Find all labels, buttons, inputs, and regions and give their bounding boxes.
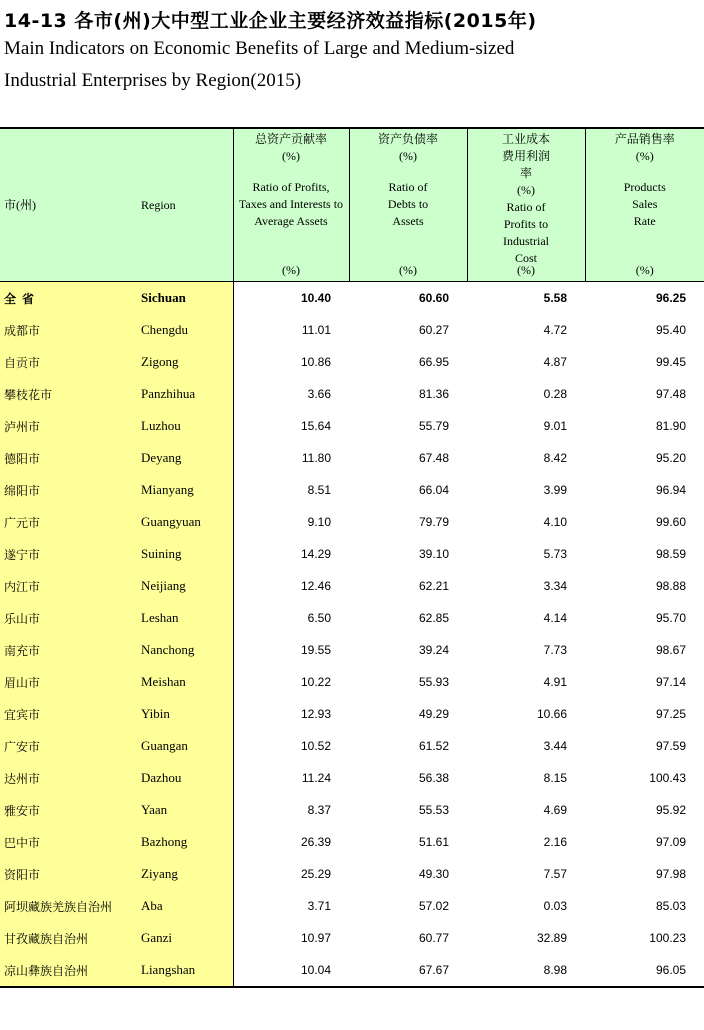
- ratio-profits-cost-cell: 9.01: [543, 419, 567, 433]
- region-en-cell: Leshan: [137, 602, 233, 634]
- ratio-profits-cost-cell: 10.66: [536, 707, 567, 721]
- header-ind4-unit2: (%): [635, 263, 654, 277]
- ratio-profits-cost-cell: 32.89: [536, 931, 567, 945]
- region-cn-cell: 达州市: [0, 762, 137, 794]
- ratio-profits-cost-cell: 8.15: [543, 771, 567, 785]
- region-cn-cell: 阿坝藏族羌族自治州: [0, 890, 137, 922]
- region-cn-cell: 眉山市: [0, 666, 137, 698]
- ratio-profits-cost-cell: 2.16: [543, 835, 567, 849]
- ratio-profits-cost-cell: 4.87: [543, 355, 567, 369]
- ratio-debts-assets-cell: 49.30: [418, 867, 449, 881]
- region-cn-cell: 宜宾市: [0, 698, 137, 730]
- header-ind2-en: Ratio of Debts to Assets: [387, 180, 429, 228]
- region-en-cell: Neijiang: [137, 570, 233, 602]
- region-cn-cell: 内江市: [0, 570, 137, 602]
- ratio-profits-cost-cell: 3.44: [543, 739, 567, 753]
- ratio-debts-assets-cell: 56.38: [418, 771, 449, 785]
- header-ind2-cn: 资产负债率: [377, 132, 438, 146]
- table-row: [0, 538, 704, 570]
- table-row: [0, 954, 704, 987]
- ratio-profits-taxes-cell: 11.80: [301, 451, 331, 465]
- region-cn-cell: 绵阳市: [0, 474, 137, 506]
- table-row: [0, 666, 704, 698]
- ratio-debts-assets-cell: 62.85: [418, 611, 449, 625]
- ratio-profits-taxes-cell: 10.97: [300, 931, 331, 945]
- ratio-profits-cost-cell: 4.10: [543, 515, 567, 529]
- ratio-profits-taxes-cell: 11.24: [301, 771, 331, 785]
- table-title-english-line2: Industrial Enterprises by Region(2015): [4, 70, 302, 91]
- table-row: [0, 410, 704, 442]
- products-sales-rate-cell: 95.70: [655, 611, 686, 625]
- table-row: [0, 570, 704, 602]
- ratio-profits-taxes-cell: 14.29: [300, 547, 331, 561]
- header-products-sales-rate: [585, 128, 704, 282]
- ratio-profits-cost-cell: 4.14: [543, 611, 567, 625]
- products-sales-rate-cell: 100.43: [649, 771, 686, 785]
- region-cn-cell: 南充市: [0, 634, 137, 666]
- region-en-cell: Yaan: [137, 794, 233, 826]
- region-cn-cell: 自贡市: [0, 346, 137, 378]
- table-row: [0, 922, 704, 954]
- table-row: [0, 602, 704, 634]
- region-en-cell: Nanchong: [137, 634, 233, 666]
- ratio-profits-taxes-cell: 6.50: [307, 611, 331, 625]
- ratio-profits-taxes-cell: 10.40: [300, 291, 331, 305]
- indicators-table: [0, 127, 704, 988]
- table-row: [0, 890, 704, 922]
- ratio-debts-assets-cell: 60.77: [418, 931, 449, 945]
- region-cn-cell: 资阳市: [0, 858, 137, 890]
- region-en-cell: Dazhou: [137, 762, 233, 794]
- ratio-debts-assets-cell: 55.53: [418, 803, 449, 817]
- products-sales-rate-cell: 96.05: [585, 954, 704, 987]
- ratio-profits-taxes-cell: 15.64: [300, 419, 331, 433]
- region-cn-cell: 广元市: [0, 506, 137, 538]
- region-cn-cell: 巴中市: [0, 826, 137, 858]
- ratio-profits-cost-cell: 8.98: [467, 954, 585, 987]
- ratio-debts-assets-cell: 61.52: [418, 739, 449, 753]
- table-row: [0, 730, 704, 762]
- ratio-debts-assets-cell: 60.60: [418, 291, 449, 305]
- products-sales-rate-cell: 81.90: [655, 419, 686, 433]
- ratio-profits-taxes-cell: 9.10: [307, 515, 331, 529]
- ratio-debts-assets-cell: 49.29: [418, 707, 449, 721]
- table-row: [0, 634, 704, 666]
- ratio-profits-taxes-cell: 3.71: [307, 899, 331, 913]
- ratio-profits-cost-cell: 0.03: [543, 899, 567, 913]
- region-en-cell: Chengdu: [137, 314, 233, 346]
- products-sales-rate-cell: 95.20: [655, 451, 686, 465]
- table-row: [0, 314, 704, 346]
- ratio-debts-assets-cell: 51.61: [418, 835, 449, 849]
- header-ind3-unit: (%): [517, 183, 535, 197]
- ratio-debts-assets-cell: 66.95: [418, 355, 449, 369]
- products-sales-rate-cell: 97.14: [655, 675, 686, 689]
- region-en-cell: Meishan: [137, 666, 233, 698]
- region-en-cell: Mianyang: [137, 474, 233, 506]
- region-en-cell: Luzhou: [137, 410, 233, 442]
- ratio-debts-assets-cell: 55.93: [418, 675, 449, 689]
- ratio-profits-taxes-cell: 10.04: [233, 954, 349, 987]
- ratio-profits-cost-cell: 3.99: [543, 483, 567, 497]
- ratio-profits-cost-cell: 5.73: [543, 547, 567, 561]
- ratio-profits-cost-cell: 7.57: [543, 867, 567, 881]
- header-ind1-unit2: (%): [282, 263, 300, 277]
- products-sales-rate-cell: 97.48: [655, 387, 686, 401]
- ratio-profits-taxes-cell: 10.52: [300, 739, 331, 753]
- products-sales-rate-cell: 97.98: [655, 867, 686, 881]
- header-ind2-unit2: (%): [399, 263, 417, 277]
- ratio-profits-taxes-cell: 12.93: [300, 707, 331, 721]
- ratio-debts-assets-cell: 57.02: [418, 899, 449, 913]
- products-sales-rate-cell: 98.67: [655, 643, 686, 657]
- ratio-profits-cost-cell: 3.34: [543, 579, 567, 593]
- ratio-debts-assets-cell: 79.79: [418, 515, 449, 529]
- region-cn-cell: 成都市: [0, 314, 137, 346]
- ratio-profits-taxes-cell: 8.37: [307, 803, 331, 817]
- products-sales-rate-cell: 98.59: [655, 547, 686, 561]
- header-ind3-en: Ratio of Profits to Industrial Cost: [503, 200, 549, 265]
- region-en-cell: Aba: [137, 890, 233, 922]
- ratio-profits-cost-cell: 7.73: [543, 643, 567, 657]
- region-cn-cell: 乐山市: [0, 602, 137, 634]
- products-sales-rate-cell: 100.23: [649, 931, 686, 945]
- products-sales-rate-cell: 95.40: [655, 323, 686, 337]
- region-en-cell: Zigong: [137, 346, 233, 378]
- ratio-profits-cost-cell: 4.91: [543, 675, 567, 689]
- ratio-debts-assets-cell: 67.67: [349, 954, 467, 987]
- region-en-cell: Guangyuan: [137, 506, 233, 538]
- region-cn-cell: 全省: [0, 282, 137, 315]
- region-en-cell: Ganzi: [137, 922, 233, 954]
- ratio-profits-taxes-cell: 10.86: [300, 355, 331, 369]
- region-en-cell: Liangshan: [137, 954, 233, 987]
- table-row: [0, 442, 704, 474]
- header-ratio-profits-cost: [467, 128, 585, 282]
- ratio-debts-assets-cell: 67.48: [418, 451, 449, 465]
- region-cn-cell: 德阳市: [0, 442, 137, 474]
- header-region-en: Region: [137, 128, 233, 282]
- ratio-profits-cost-cell: 0.28: [543, 387, 567, 401]
- products-sales-rate-cell: 99.45: [655, 355, 686, 369]
- region-cn-cell: 雅安市: [0, 794, 137, 826]
- ratio-debts-assets-cell: 60.27: [418, 323, 449, 337]
- table-row: [0, 794, 704, 826]
- region-en-cell: Ziyang: [137, 858, 233, 890]
- table-row: [0, 762, 704, 794]
- ratio-profits-taxes-cell: 8.51: [307, 483, 331, 497]
- ratio-profits-taxes-cell: 19.55: [300, 643, 331, 657]
- header-ind1-cn: 总资产贡献率: [254, 132, 327, 146]
- products-sales-rate-cell: 97.25: [655, 707, 686, 721]
- header-region-cn: 市(州): [0, 128, 137, 282]
- table-title-english-line1: Main Indicators on Economic Benefits of Large and Medium-sized: [4, 38, 515, 59]
- products-sales-rate-cell: 97.09: [655, 835, 686, 849]
- products-sales-rate-cell: 99.60: [655, 515, 686, 529]
- products-sales-rate-cell: 96.94: [655, 483, 686, 497]
- header-ratio-profits-taxes: [233, 128, 349, 282]
- header-row: [0, 128, 704, 282]
- products-sales-rate-cell: 95.92: [655, 803, 686, 817]
- header-ind1-en: Ratio of Profits, Taxes and Interests to Average Assets: [238, 180, 344, 228]
- region-en-cell: Suining: [137, 538, 233, 570]
- region-cn-cell: 广安市: [0, 730, 137, 762]
- table-row: [0, 698, 704, 730]
- region-cn-cell: 甘孜藏族自治州: [0, 922, 137, 954]
- region-en-cell: Yibin: [137, 698, 233, 730]
- ratio-debts-assets-cell: 39.10: [418, 547, 449, 561]
- table-row: [0, 826, 704, 858]
- ratio-profits-taxes-cell: 25.29: [300, 867, 331, 881]
- ratio-profits-taxes-cell: 3.66: [307, 387, 331, 401]
- region-cn-cell: 攀枝花市: [0, 378, 137, 410]
- products-sales-rate-cell: 85.03: [655, 899, 686, 913]
- products-sales-rate-cell: 96.25: [655, 291, 686, 305]
- region-en-cell: Bazhong: [137, 826, 233, 858]
- ratio-profits-taxes-cell: 10.22: [300, 675, 331, 689]
- header-ind1-unit: (%): [282, 149, 300, 163]
- table-row: [0, 858, 704, 890]
- ratio-profits-cost-cell: 8.42: [543, 451, 567, 465]
- ratio-debts-assets-cell: 39.24: [418, 643, 449, 657]
- region-en-cell: Guangan: [137, 730, 233, 762]
- region-cn-cell: 遂宁市: [0, 538, 137, 570]
- region-cn-cell: 凉山彝族自治州: [0, 954, 137, 987]
- region-en-cell: Panzhihua: [137, 378, 233, 410]
- region-en-cell: Sichuan: [137, 282, 233, 315]
- ratio-debts-assets-cell: 55.79: [418, 419, 449, 433]
- header-ind2-unit: (%): [399, 149, 417, 163]
- ratio-profits-taxes-cell: 12.46: [300, 579, 331, 593]
- ratio-profits-taxes-cell: 26.39: [300, 835, 331, 849]
- ratio-profits-cost-cell: 5.58: [543, 291, 567, 305]
- region-cn-cell: 泸州市: [0, 410, 137, 442]
- table-row: [0, 346, 704, 378]
- table-row-total: [0, 282, 704, 315]
- ratio-profits-cost-cell: 4.69: [543, 803, 567, 817]
- header-ind3-cn: 工业成本费用利润率: [501, 132, 550, 180]
- header-ind3-unit2: (%): [517, 263, 535, 277]
- header-ind4-en: Products Sales Rate: [623, 180, 666, 228]
- table-row: [0, 506, 704, 538]
- region-en-cell: Deyang: [137, 442, 233, 474]
- table-row: [0, 474, 704, 506]
- ratio-debts-assets-cell: 66.04: [418, 483, 449, 497]
- header-ratio-debts-assets: [349, 128, 467, 282]
- products-sales-rate-cell: 98.88: [655, 579, 686, 593]
- table-row: [0, 378, 704, 410]
- products-sales-rate-cell: 97.59: [655, 739, 686, 753]
- table-title-chinese: 14-13 各市(州)大中型工业企业主要经济效益指标(2015年): [4, 10, 537, 32]
- header-ind4-unit: (%): [635, 149, 654, 163]
- ratio-debts-assets-cell: 62.21: [418, 579, 449, 593]
- ratio-profits-cost-cell: 4.72: [543, 323, 567, 337]
- ratio-debts-assets-cell: 81.36: [418, 387, 449, 401]
- ratio-profits-taxes-cell: 11.01: [301, 323, 331, 337]
- header-ind4-cn: 产品销售率: [614, 132, 675, 146]
